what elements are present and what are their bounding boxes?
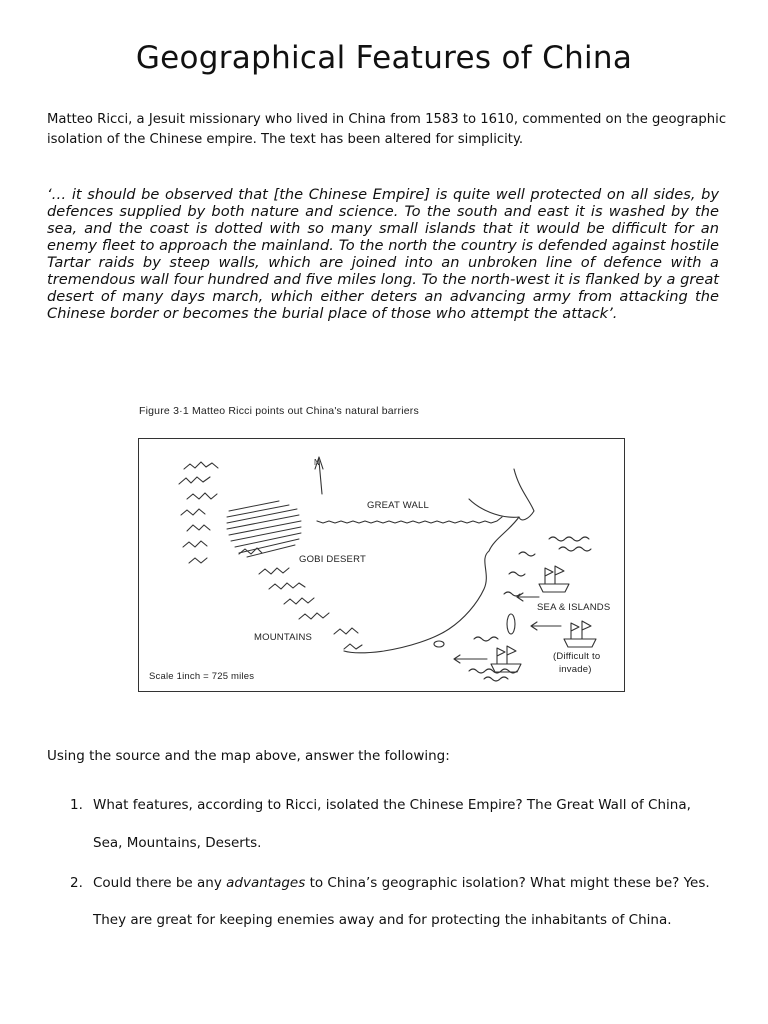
great-wall-label: GREAT WALL — [367, 500, 430, 511]
question-text-post: to China’s geographic isolation? What might these be? Yes. — [305, 875, 710, 891]
arrow-icon — [531, 622, 561, 630]
question-1 — [70, 795, 691, 815]
difficult-label-line1: (Difficult to — [553, 651, 601, 662]
ship-icon — [564, 621, 596, 647]
ship-icon — [491, 646, 521, 672]
china-map-drawing — [139, 439, 624, 691]
great-wall-line — [317, 517, 502, 523]
question-text-emphasis: advantages — [226, 875, 306, 891]
scale-label: Scale 1inch = 725 miles — [149, 671, 255, 682]
instruction-text: Using the source and the map above, answer the following: — [47, 748, 450, 764]
question-2 — [70, 873, 710, 893]
intro-paragraph: Matteo Ricci, a Jesuit missionary who lived in China from 1583 to 1610, commented on the geographic isolation of the Chinese empire. The text has been altered for simplicity. — [47, 112, 727, 147]
north-label: N — [314, 458, 320, 467]
ship-icon — [539, 566, 569, 592]
gobi-desert-label: GOBI DESERT — [299, 554, 366, 565]
map-frame — [138, 438, 625, 692]
figure-caption: Figure 3·1 Matteo Ricci points out China's natural barriers — [139, 405, 419, 417]
question-text-pre: Could there be any — [93, 875, 227, 891]
arrow-icon — [517, 593, 539, 601]
arrow-icon — [454, 655, 487, 663]
question-text: What features, according to Ricci, isolated the Chinese Empire? The Great Wall of China, — [93, 797, 691, 813]
question-number: 1. — [70, 797, 83, 813]
difficult-label-line2: invade) — [559, 664, 592, 675]
answer-1: Sea, Mountains, Deserts. — [93, 835, 262, 851]
gobi-desert-hatching — [227, 501, 301, 557]
question-number: 2. — [70, 875, 83, 891]
figure-map — [135, 405, 630, 695]
mountains-label: MOUNTAINS — [254, 632, 313, 643]
answer-2: They are great for keeping enemies away and for protecting the inhabitants of China. — [93, 912, 672, 928]
sea-islands-label: SEA & ISLANDS — [537, 602, 611, 613]
page-title: Geographical Features of China — [135, 40, 633, 76]
ricci-quote: ‘… it should be observed that [the Chinese Empire] is quite well protected on all sides, by defences supplied by both nature and science. To the south and east it is washed by the sea, and the coast is dotted with so many small islands that it would be difficult for an enemy fleet to approach the mainland. To the north the country is defended against hostile Tartar raids by steep walls, which are joined into an unbroken line of defence with a tremendous wall four hundred and five miles long. To the north-west it is flanked by a great desert of many days march, which either deters an advancing army from attacking the Chinese border or becomes the burial place of those who attempt the attack’. — [47, 186, 719, 322]
